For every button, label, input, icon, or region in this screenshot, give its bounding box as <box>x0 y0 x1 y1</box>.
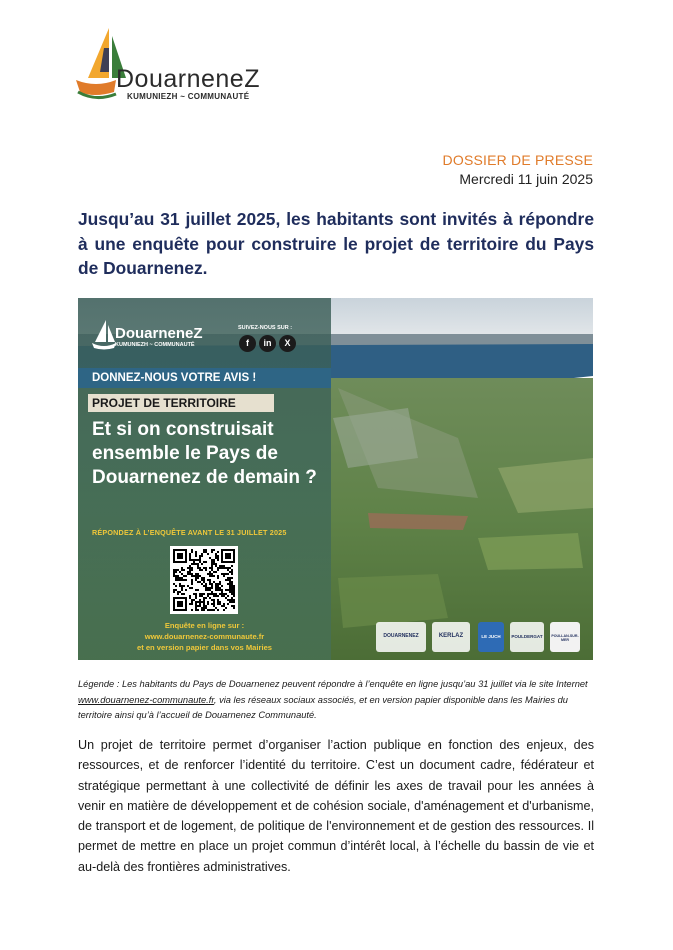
poster-opinion-banner: DONNEZ-NOUS VOTRE AVIS ! <box>78 368 331 388</box>
poster-question: Et si on construisait ensemble le Pays de Douarnenez de demain ? <box>92 419 317 488</box>
poullan-sur-mer-logo: POULLAN-SUR-MER <box>550 622 580 652</box>
image-caption <box>78 677 594 724</box>
kerlaz-logo: KERLAZ <box>432 622 470 652</box>
x-icon: X <box>279 335 296 352</box>
pouldergat-logo: POULDERGAT <box>510 622 544 652</box>
logo-subtitle: KUMUNIEZH ~ COMMUNAUTÉ <box>127 92 250 101</box>
poster-image <box>78 298 593 660</box>
poster-online-info <box>78 620 331 653</box>
douarnenez-commune-logo: DOUARNENEZ <box>376 622 426 652</box>
poster-logo-wordmark: DouarneneZ <box>115 325 203 342</box>
logo-wordmark: DouarneneZ <box>116 65 260 93</box>
caption-text-1: Légende : Les habitants du Pays de Douarnenez peuvent répondre à l’enquête en ligne jusqu’au 31 juillet via le site Internet <box>78 679 588 689</box>
qr-code-icon <box>170 546 238 614</box>
linkedin-icon: in <box>259 335 276 352</box>
press-header <box>443 152 593 187</box>
douarnenez-logo <box>76 26 276 104</box>
press-date: Mercredi 11 juin 2025 <box>459 171 593 187</box>
poster-online-url: www.douarnenez-communaute.fr <box>144 632 265 641</box>
poster-follow-label: SUIVEZ-NOUS SUR : <box>238 325 293 331</box>
body-paragraph: Un projet de territoire permet d’organiser l’action publique en fonction des enjeux, des ressources, et de renforcer l’identité du territoire. C’est un document cadre, fédérateur et stratégique permettant à une collectivité de définir les axes de travail pour les années à venir en matière de développement et de cohésion sociale, d'aménagement et d'urbanisme, de transport et de logement, de politique de l'environnement et de gestion des ressources. Il permet de mettre en place un projet commun d’intérêt local, à l’échelle du bassin de vie et au-delà des frontières administratives. <box>78 738 594 874</box>
headline: Jusqu’au 31 juillet 2025, les habitants sont invités à répondre à une enquête pour construire le projet de territoire du Pays de Douarnenez. <box>78 209 594 278</box>
le-juch-logo: LE JUCH <box>478 622 504 652</box>
poster-left-panel <box>78 298 331 660</box>
partner-logos <box>374 618 589 656</box>
caption-link[interactable]: www.douarnenez-communaute.fr <box>78 694 214 705</box>
poster-project-label: PROJET DE TERRITOIRE <box>88 394 274 412</box>
press-label: DOSSIER DE PRESSE <box>442 152 593 168</box>
poster-online-line-3: et en version papier dans vos Mairies <box>136 643 273 652</box>
caption-text-2: , via les réseaux sociaux associés, et en version papier disponible dans les Mairies du territoire ainsi qu’à l’accueil de Douarnenez Communauté. <box>78 694 568 720</box>
poster-deadline: RÉPONDEZ À L’ENQUÊTE AVANT LE 31 JUILLET 2025 <box>92 528 287 537</box>
poster-logo-subtitle: KUMUNIEZH ~ COMMUNAUTÉ <box>115 342 195 348</box>
facebook-icon: f <box>239 335 256 352</box>
poster-online-line-1: Enquête en ligne sur : <box>164 621 245 630</box>
